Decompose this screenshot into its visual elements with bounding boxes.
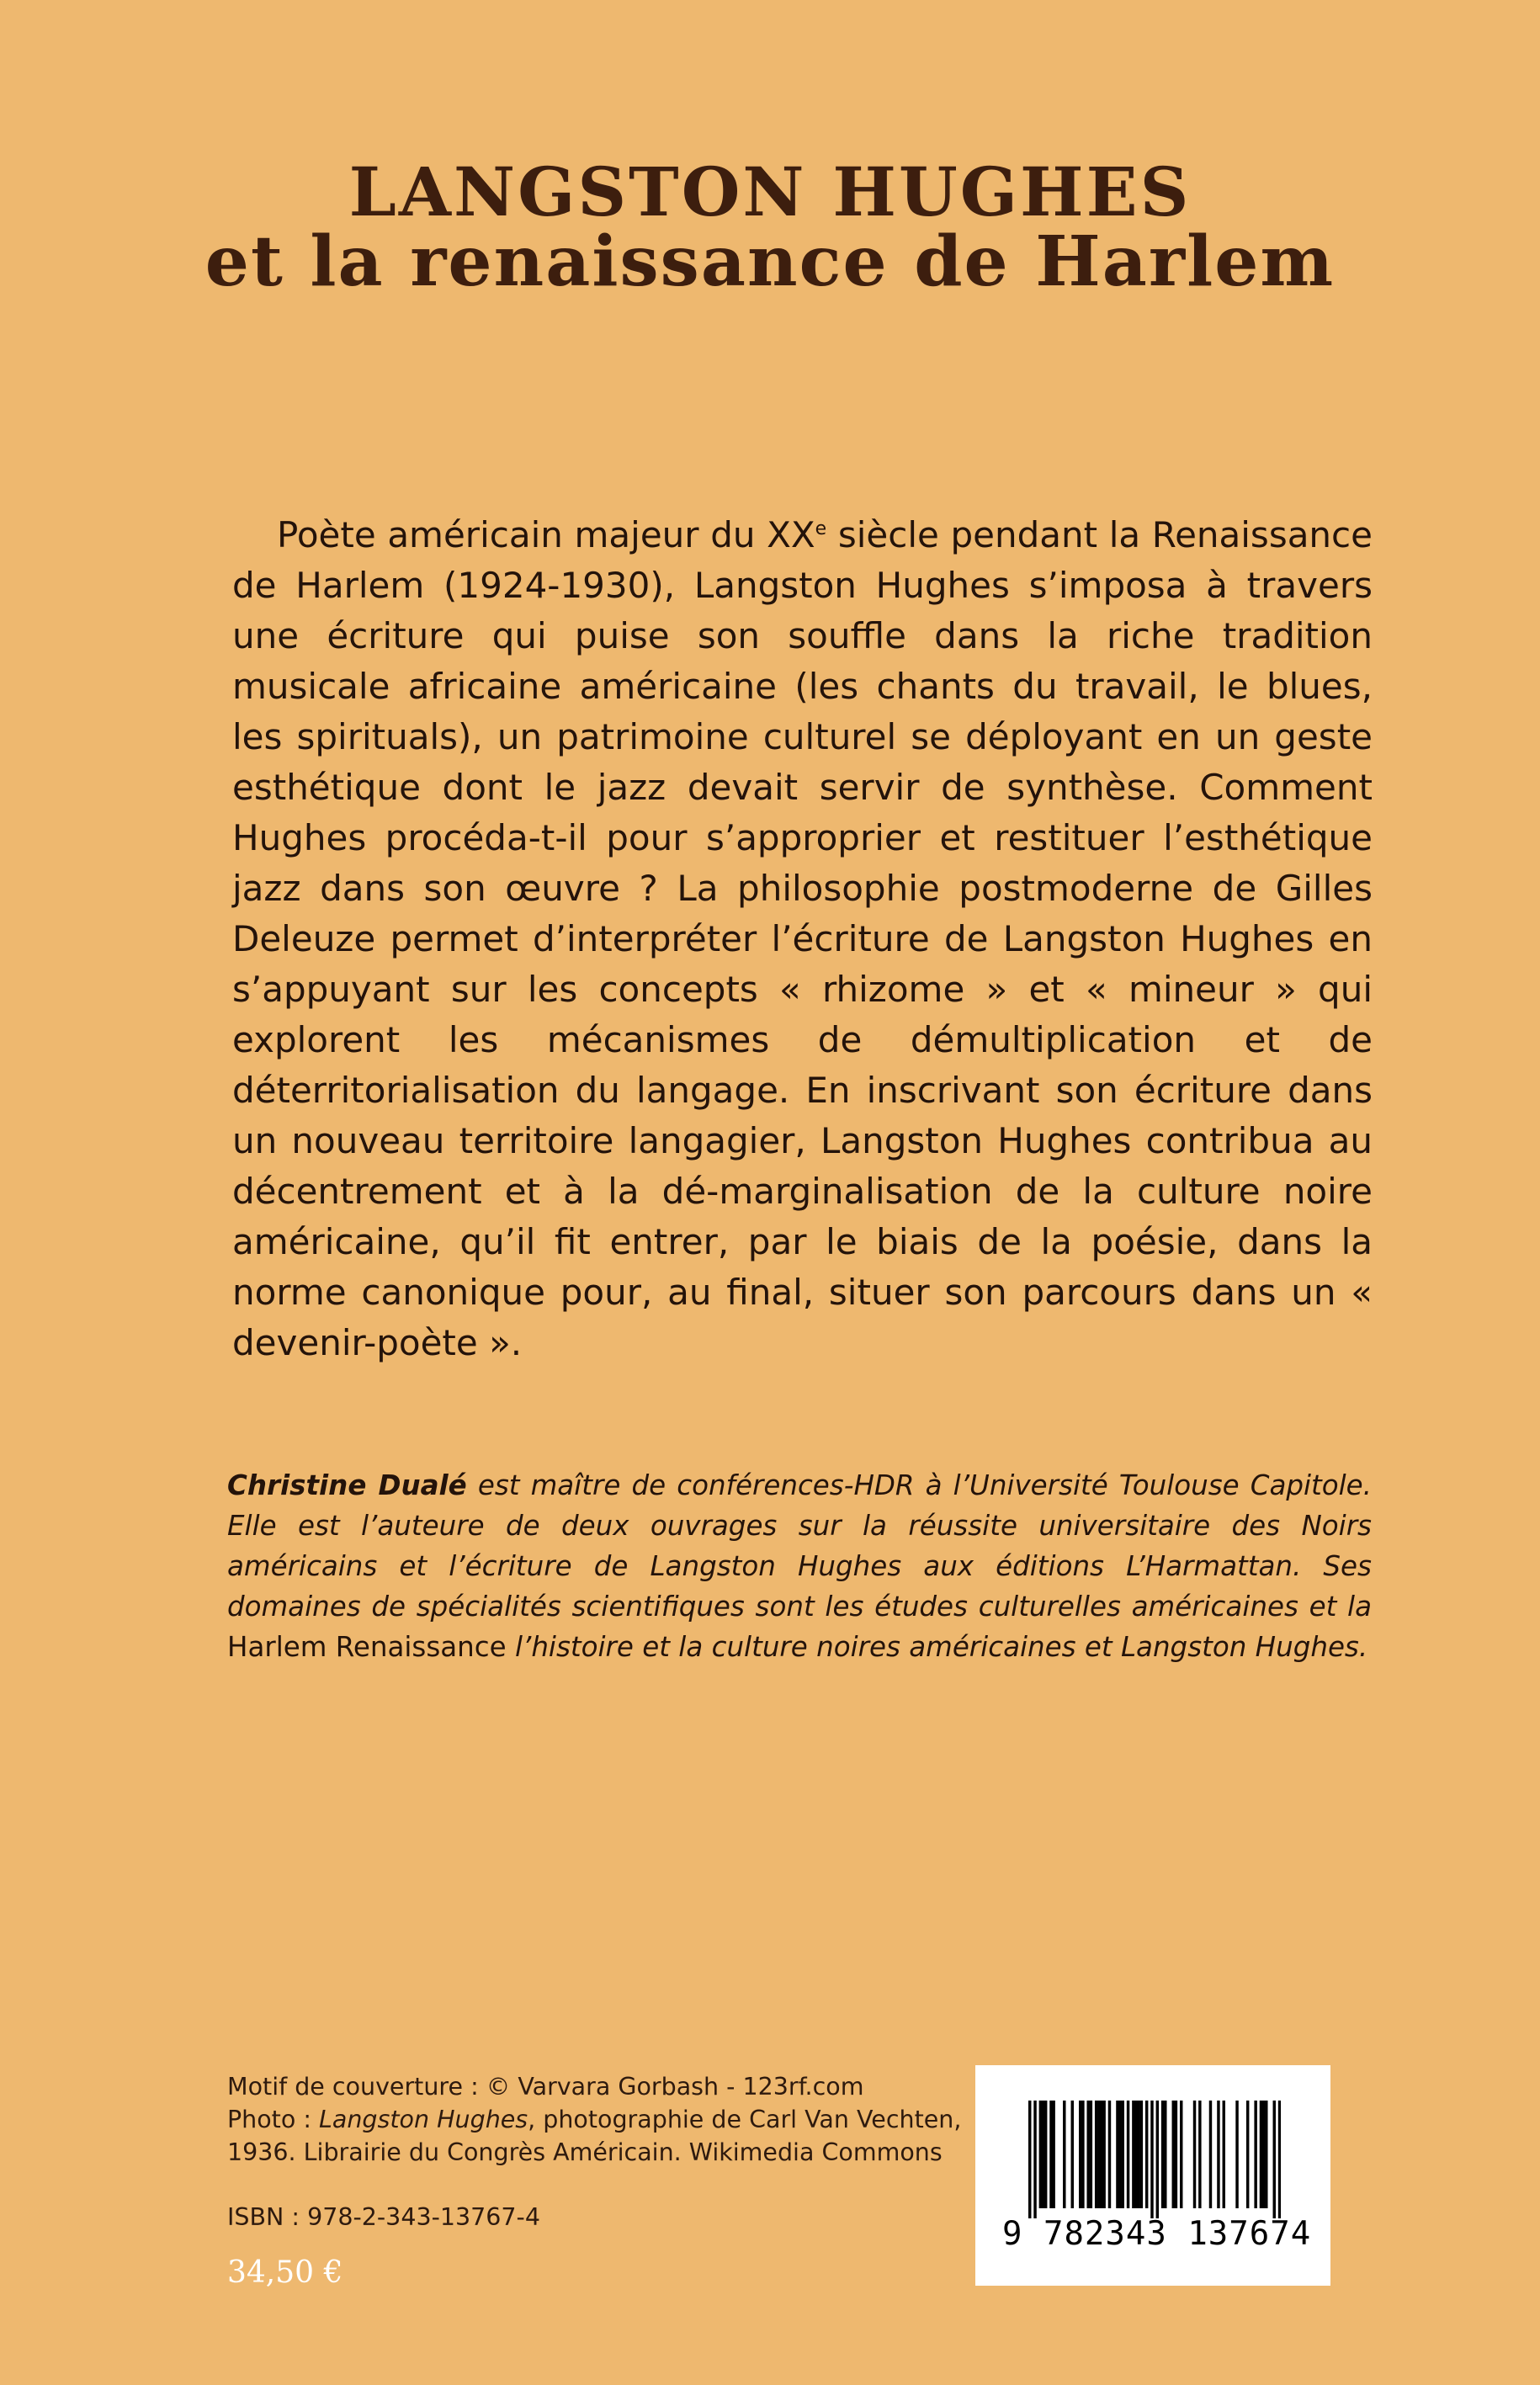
barcode-bar [1140,2101,1143,2208]
photo-credit-title: Langston Hughes [319,2106,528,2133]
author-bio-term: Harlem Renaissance [227,1631,507,1663]
price: 34,50 € [227,2255,343,2290]
barcode-bar [1052,2101,1054,2208]
barcode-bar [1223,2101,1225,2208]
barcode-bar [1246,2101,1249,2208]
photo-credit-source: 1936. Librairie du Congrès Américain. Wikimedia Commons [227,2138,943,2166]
barcode-bar [1260,2101,1262,2208]
barcode-bar [1235,2101,1238,2208]
barcode-bar [1086,2101,1089,2208]
barcode-bar [1156,2101,1159,2218]
barcode-bar [1100,2101,1102,2208]
barcode-bar [1063,2101,1065,2208]
barcode-bar [1071,2101,1074,2208]
synopsis-text-start: Poète américain majeur du XX [277,514,815,555]
barcode-bar [1164,2101,1166,2208]
barcode-bar [1044,2101,1047,2208]
barcode-bars [1028,2101,1281,2218]
barcode-bar [1049,2101,1052,2208]
photo-credit-details: , photographie de Carl Van Vechten, [528,2106,962,2133]
author-bio-text-end: l’histoire et la culture noires américaines et Langston Hughes. [506,1631,1368,1663]
barcode-bar [1273,2101,1276,2218]
barcode-bar [1150,2101,1153,2218]
barcode-bar [1079,2101,1081,2208]
cover-motif-credit: Motif de couverture : © Varvara Gorbash - 123rf.com [227,2073,864,2101]
barcode-bar [1262,2101,1265,2208]
barcode-bar [1102,2101,1105,2208]
barcode-bar [1254,2101,1256,2208]
barcode-bar [1180,2101,1182,2208]
barcode-bar [1097,2101,1100,2208]
synopsis-text-rest: siècle pendant la Renaissance de Harlem (1924-1930), Langston Hughes s’imposa à travers une écriture qui puise son souffle dans la riche tradition musicale africaine américaine (les chants du travail, le blues, les spirituals), un patrimoine culturel se déployant en un geste esthétique dont le jazz devait servir de synthèse. Comment Hughes procéda-t-il pour s’approprier et restituer l’esthétique jazz dans son œuvre ? La philosophie postmoderne de Gilles Deleuze permet d’interpréter l’écriture de Langston Hughes en s’appuyant sur les concepts « rhizome » et « mineur » qui explorent les mécanismes de démultiplication et de déterritorialisation du langage. En inscrivant son écriture dans un nouveau territoire langagier, Langston Hughes contribua au décentrement et à la dé-marginalisation de la culture noire américaine, qu’il fit entrer, par le biais de la poésie, dans la norme canonique pour, au final, situer son parcours dans un « devenir-poète ». [232,514,1373,1363]
barcode-bar [1172,2101,1175,2208]
barcode-bar [1265,2101,1267,2208]
barcode-bar [1090,2101,1092,2208]
barcode-bar [1116,2101,1118,2208]
barcode-bar [1209,2101,1212,2208]
barcode-bar [1033,2101,1036,2218]
barcode-bar [1118,2101,1121,2208]
barcode-bar [1122,2101,1124,2208]
barcode-panel [975,2065,1330,2286]
image-credits [227,2070,962,2169]
barcode-bar [1278,2101,1281,2218]
author-biography [227,1465,1372,1667]
barcode-bar [1081,2101,1084,2208]
book-subtitle: et la renaissance de Harlem [204,221,1336,302]
barcode-bar [1039,2101,1042,2208]
barcode-bar [1042,2101,1044,2208]
barcode-bar [1217,2101,1219,2208]
synopsis-paragraph [232,510,1373,1368]
barcode-bar [1108,2101,1111,2208]
barcode-bar [1127,2101,1129,2208]
author-bio-text: est maître de conférences-HDR à l’Université Toulouse Capitole. Elle est l’auteure de deux ouvrages sur la réussite universitaire des Noirs américains et l’écriture de Langston Hughes aux éditions L’Harmattan. Ses domaines de spécialités scientifiques sont les études culturelles américaines et la [227,1469,1372,1623]
barcode-bar [1132,2101,1134,2208]
century-superscript: e [815,518,827,539]
barcode-bar [1134,2101,1137,2208]
barcode-bar [1095,2101,1097,2208]
photo-credit [227,2103,962,2136]
barcode-bar [1193,2101,1196,2208]
barcode-digits: 9 782343 137674 [1002,2215,1312,2253]
barcode-bar [1198,2101,1201,2208]
photo-credit-prefix: Photo : [227,2106,320,2133]
author-name: Christine Dualé [227,1469,467,1501]
barcode-bar [1028,2101,1031,2218]
barcode-bar [1145,2101,1148,2208]
barcode-bar [1175,2101,1177,2208]
book-title: LANGSTON HUGHES [348,152,1192,231]
isbn: ISBN : 978-2-343-13767-4 [227,2203,540,2231]
barcode-bar [1137,2101,1139,2208]
barcode-bar [1161,2101,1164,2208]
